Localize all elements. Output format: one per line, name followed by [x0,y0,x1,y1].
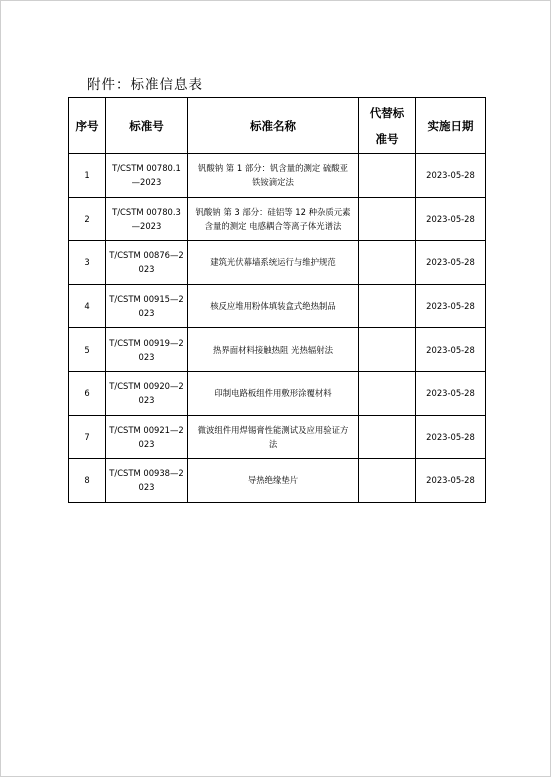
cell-code: T/CSTM 00921—2023 [106,415,188,459]
cell-name: 建筑光伏幕墙系统运行与维护规范 [188,241,359,285]
cell-name: 钒酸钠 第 3 部分：硅铝等 12 种杂质元素含量的测定 电感耦合等离子体光谱法 [188,197,359,241]
cell-replaces [359,328,416,372]
cell-code: T/CSTM 00915—2023 [106,284,188,328]
cell-replaces [359,154,416,198]
cell-date: 2023-05-28 [416,241,486,285]
column-header-code: 标准号 [106,98,188,154]
cell-date: 2023-05-28 [416,371,486,415]
cell-name: 导热绝缘垫片 [188,459,359,503]
standards-table [68,97,486,503]
table-row [69,154,486,198]
cell-date: 2023-05-28 [416,154,486,198]
cell-number: 3 [69,241,106,285]
table-row [69,415,486,459]
cell-number: 8 [69,459,106,503]
cell-replaces [359,371,416,415]
cell-date: 2023-05-28 [416,284,486,328]
cell-number: 5 [69,328,106,372]
column-header-name: 标准名称 [188,98,359,154]
cell-name: 核反应堆用粉体填装盒式绝热制品 [188,284,359,328]
cell-code: T/CSTM 00919—2023 [106,328,188,372]
cell-code: T/CSTM 00780.1—2023 [106,154,188,198]
cell-date: 2023-05-28 [416,415,486,459]
cell-replaces [359,197,416,241]
table-row [69,328,486,372]
cell-number: 1 [69,154,106,198]
cell-replaces [359,415,416,459]
cell-name: 热界面材料接触热阻 光热辐射法 [188,328,359,372]
column-header-date: 实施日期 [416,98,486,154]
table-header-row [69,98,486,154]
cell-replaces [359,459,416,503]
table-row [69,197,486,241]
cell-name: 印制电路板组件用敷形涂覆材料 [188,371,359,415]
cell-replaces [359,241,416,285]
table-row [69,459,486,503]
cell-code: T/CSTM 00938—2023 [106,459,188,503]
cell-date: 2023-05-28 [416,197,486,241]
table-row [69,241,486,285]
column-header-number: 序号 [69,98,106,154]
cell-code: T/CSTM 00920—2023 [106,371,188,415]
cell-number: 2 [69,197,106,241]
cell-name: 微波组件用焊锡膏性能测试及应用验证方法 [188,415,359,459]
table-row [69,371,486,415]
column-header-replaces: 代替标准号 [359,98,416,154]
cell-number: 4 [69,284,106,328]
cell-name: 钒酸钠 第 1 部分：钒含量的测定 硫酸亚铁铵滴定法 [188,154,359,198]
cell-code: T/CSTM 00876—2023 [106,241,188,285]
cell-code: T/CSTM 00780.3—2023 [106,197,188,241]
table-row [69,284,486,328]
cell-number: 6 [69,371,106,415]
cell-replaces [359,284,416,328]
cell-number: 7 [69,415,106,459]
attachment-heading: 附件：标准信息表 [87,77,203,93]
cell-date: 2023-05-28 [416,328,486,372]
cell-date: 2023-05-28 [416,459,486,503]
